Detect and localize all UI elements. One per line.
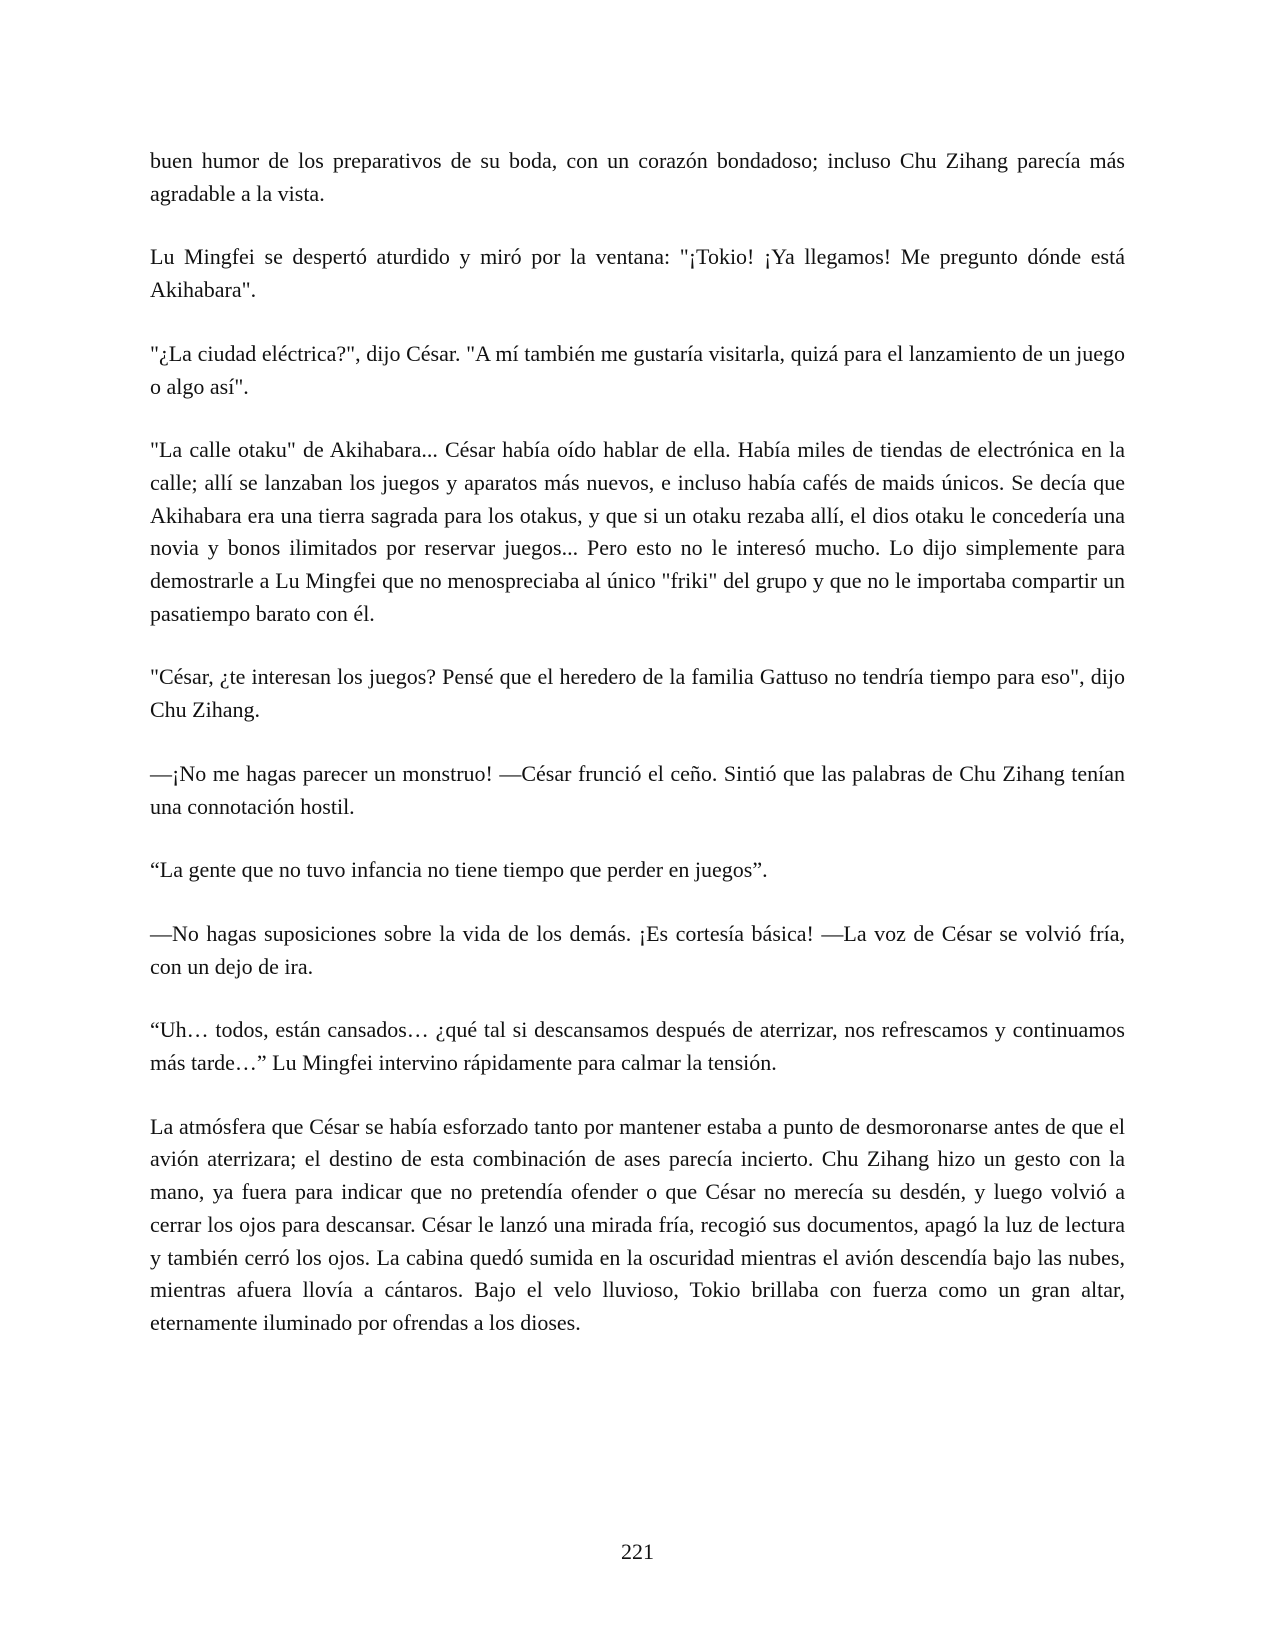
paragraph: —¡No me hagas parecer un monstruo! —César frunció el ceño. Sintió que las palabras de Chu Zihang tenían una connotación hostil. <box>150 760 1125 819</box>
paragraph: "¿La ciudad eléctrica?", dijo César. "A mí también me gustaría visitarla, quizá para el lanzamiento de un juego o algo así". <box>150 340 1125 399</box>
paragraph: “Uh… todos, están cansados… ¿qué tal si descansamos después de aterrizar, nos refrescamos y continuamos más tarde…” Lu Mingfei intervino rápidamente para calmar la tensión. <box>150 1017 1125 1076</box>
page-number: 221 <box>621 1539 654 1564</box>
paragraph: "César, ¿te interesan los juegos? Pensé que el heredero de la familia Gattuso no tendría tiempo para eso", dijo Chu Zihang. <box>150 664 1125 723</box>
paragraph: La atmósfera que César se había esforzado tanto por mantener estaba a punto de desmoronarse antes de que el avión aterrizara; el destino de esta combinación de ases parecía incierto. Chu Zihang hizo un gesto con la mano, ya fuera para indicar que no pretendía ofender o que César no merecía su desdén, y luego volvió a cerrar los ojos para descansar. César le lanzó una mirada fría, recogió sus documentos, apagó la luz de lectura y también cerró los ojos. La cabina quedó sumida en la oscuridad mientras el avión descendía bajo las nubes, mientras afuera llovía a cántaros. Bajo el velo lluvioso, Tokio brillaba con fuerza como un gran altar, eternamente iluminado por ofrendas a los dioses. <box>150 1113 1125 1335</box>
paragraph: "La calle otaku" de Akihabara... César había oído hablar de ella. Había miles de tiendas de electrónica en la calle; allí se lanzaban los juegos y aparatos más nuevos, e incluso había cafés de maids únicos. Se decía que Akihabara era una tierra sagrada para los otakus, y que si un otaku rezaba allí, el dios otaku le concedería una novia y bonos ilimitados por reservar juegos... Pero esto no le interesó mucho. Lo dijo simplemente para demostrarle a Lu Mingfei que no menospreciaba al único "friki" del grupo y que no le importaba compartir un pasatiempo barato con él. <box>150 437 1125 626</box>
paragraph: Lu Mingfei se despertó aturdido y miró por la ventana: "¡Tokio! ¡Ya llegamos! Me pregunto dónde está Akihabara". <box>150 244 1125 303</box>
paragraph: buen humor de los preparativos de su boda, con un corazón bondadoso; incluso Chu Zihang parecía más agradable a la vista. <box>150 148 1125 206</box>
paragraph: —No hagas suposiciones sobre la vida de los demás. ¡Es cortesía básica! —La voz de César se volvió fría, con un dejo de ira. <box>150 920 1125 979</box>
page-body <box>150 145 1125 1371</box>
paragraph: “La gente que no tuvo infancia no tiene tiempo que perder en juegos”. <box>150 857 768 883</box>
